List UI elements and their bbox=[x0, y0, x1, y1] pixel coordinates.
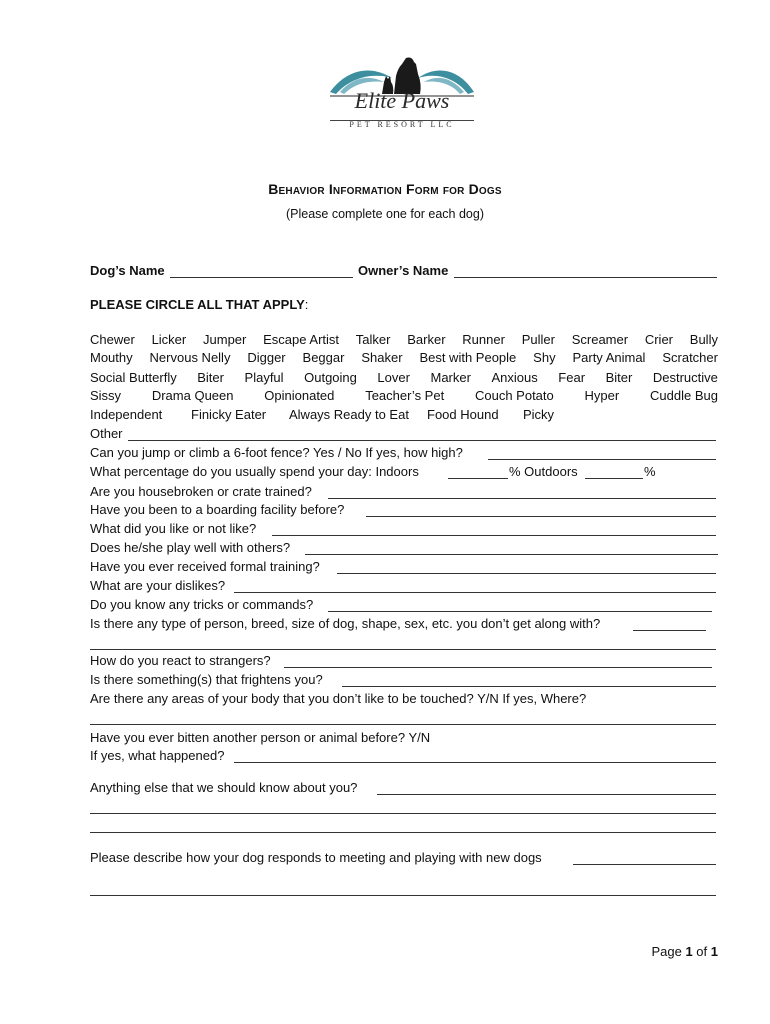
housebroken-question: Are you housebroken or crate trained? bbox=[90, 484, 312, 499]
page-current: 1 bbox=[685, 944, 693, 959]
owner-name-field[interactable] bbox=[454, 277, 717, 278]
trait-option[interactable]: Finicky Eater bbox=[191, 407, 267, 422]
like-field[interactable] bbox=[272, 535, 716, 536]
new-dogs-question: Please describe how your dog responds to meeting and playing with new dogs bbox=[90, 850, 542, 865]
trait-option[interactable]: Bully bbox=[689, 332, 718, 347]
new-dogs-field-2[interactable] bbox=[90, 895, 716, 896]
trait-option[interactable]: Scratcher bbox=[662, 350, 718, 365]
trait-option[interactable]: Biter bbox=[197, 370, 224, 385]
new-dogs-field[interactable] bbox=[573, 864, 716, 865]
trait-option[interactable]: Picky bbox=[523, 407, 555, 422]
logo-brand-name: Elite Paws bbox=[354, 88, 450, 113]
play-well-field[interactable] bbox=[305, 554, 718, 555]
anything-else-question: Anything else that we should know about you? bbox=[90, 780, 358, 795]
anything-else-field-3[interactable] bbox=[90, 832, 716, 833]
tricks-question: Do you know any tricks or commands? bbox=[90, 597, 314, 612]
logo-divider bbox=[330, 120, 474, 121]
trait-option[interactable]: Teacher’s Pet bbox=[365, 388, 445, 403]
anything-else-field-2[interactable] bbox=[90, 813, 716, 814]
get-along-question: Is there any type of person, breed, size of dog, shape, sex, etc. you don’t get along with? bbox=[90, 616, 601, 631]
training-field[interactable] bbox=[337, 573, 716, 574]
owner-name-label: Owner’s Name bbox=[358, 263, 449, 278]
trait-option[interactable]: Runner bbox=[462, 332, 505, 347]
trait-option[interactable]: Puller bbox=[521, 332, 555, 347]
trait-option[interactable]: Shaker bbox=[361, 350, 403, 365]
bitten-question: Have you ever bitten another person or animal before? Y/N bbox=[90, 730, 431, 745]
like-question: What did you like or not like? bbox=[90, 521, 257, 536]
training-question: Have you ever received formal training? bbox=[90, 559, 320, 574]
percentage-question: What percentage do you usually spend your day: Indoors bbox=[90, 464, 419, 479]
boarding-question: Have you been to a boarding facility before? bbox=[90, 502, 345, 517]
dislikes-question: What are your dislikes? bbox=[90, 578, 226, 593]
dislikes-field[interactable] bbox=[234, 592, 716, 593]
page-total: 1 bbox=[710, 944, 718, 959]
page-of: of bbox=[696, 944, 708, 959]
trait-option[interactable]: Shy bbox=[533, 350, 556, 365]
page-number bbox=[651, 944, 718, 959]
trait-option[interactable]: Hyper bbox=[584, 388, 620, 403]
trait-row-3 bbox=[90, 370, 718, 385]
trait-option[interactable]: Food Hound bbox=[427, 407, 499, 422]
fence-question: Can you jump or climb a 6-foot fence? Yes / No If yes, how high? bbox=[90, 445, 463, 460]
trait-option[interactable]: Independent bbox=[90, 407, 163, 422]
outdoors-field[interactable] bbox=[585, 478, 643, 479]
other-label: Other bbox=[90, 426, 123, 441]
frightens-field[interactable] bbox=[342, 686, 716, 687]
trait-option[interactable]: Chewer bbox=[90, 332, 135, 347]
trait-option[interactable]: Fear bbox=[558, 370, 586, 385]
trait-option[interactable]: Destructive bbox=[652, 370, 718, 385]
fence-field[interactable] bbox=[488, 459, 716, 460]
what-happened-question: If yes, what happened? bbox=[90, 748, 225, 763]
trait-option[interactable]: Couch Potato bbox=[474, 388, 554, 403]
get-along-field[interactable] bbox=[633, 630, 706, 631]
touched-question: Are there any areas of your body that you don’t like to be touched? Y/N If yes, Where? bbox=[90, 691, 587, 706]
percent-sign: % bbox=[644, 464, 656, 479]
circle-heading-text: PLEASE CIRCLE ALL THAT APPLY bbox=[90, 297, 305, 312]
tricks-field[interactable] bbox=[328, 611, 712, 612]
trait-option[interactable]: Mouthy bbox=[90, 350, 133, 365]
trait-option[interactable]: Cuddle Bug bbox=[650, 388, 718, 403]
trait-option[interactable]: Crier bbox=[644, 332, 674, 347]
trait-row-1 bbox=[90, 332, 718, 347]
trait-option[interactable]: Anxious bbox=[491, 370, 538, 385]
dog-name-field[interactable] bbox=[170, 277, 353, 278]
circle-heading-colon: : bbox=[304, 297, 309, 312]
trait-option[interactable]: Barker bbox=[407, 332, 446, 347]
frightens-question: Is there something(s) that frightens you? bbox=[90, 672, 323, 687]
form-subtitle: (Please complete one for each dog) bbox=[285, 207, 485, 221]
trait-row-2 bbox=[90, 350, 718, 365]
trait-option[interactable]: Always Ready to Eat bbox=[289, 407, 409, 422]
other-field[interactable] bbox=[128, 440, 716, 441]
trait-option[interactable]: Biter bbox=[605, 370, 633, 385]
trait-option[interactable]: Drama Queen bbox=[151, 388, 234, 403]
form-title: Behavior Information Form for Dogs bbox=[268, 181, 502, 197]
indoors-field[interactable] bbox=[448, 478, 508, 479]
elite-paws-logo bbox=[326, 54, 478, 134]
anything-else-field[interactable] bbox=[377, 794, 716, 795]
trait-option[interactable]: Nervous Nelly bbox=[149, 350, 231, 365]
outdoors-label: % Outdoors bbox=[509, 464, 578, 479]
strangers-field[interactable] bbox=[284, 667, 712, 668]
trait-option[interactable]: Social Butterfly bbox=[90, 370, 177, 385]
trait-option[interactable]: Marker bbox=[430, 370, 471, 385]
housebroken-field[interactable] bbox=[328, 498, 716, 499]
trait-option[interactable]: Talker bbox=[355, 332, 391, 347]
dog-name-label: Dog’s Name bbox=[90, 263, 165, 278]
boarding-field[interactable] bbox=[366, 516, 716, 517]
play-well-question: Does he/she play well with others? bbox=[90, 540, 291, 555]
what-happened-field[interactable] bbox=[234, 762, 716, 763]
trait-option[interactable]: Digger bbox=[247, 350, 286, 365]
trait-option[interactable]: Sissy bbox=[90, 388, 122, 403]
trait-option[interactable]: Escape Artist bbox=[263, 332, 340, 347]
trait-option[interactable]: Screamer bbox=[571, 332, 629, 347]
trait-option[interactable]: Best with People bbox=[419, 350, 517, 365]
trait-option[interactable]: Opinionated bbox=[264, 388, 335, 403]
circle-heading bbox=[90, 297, 308, 312]
touched-field[interactable] bbox=[90, 724, 716, 725]
trait-option[interactable]: Licker bbox=[151, 332, 187, 347]
trait-option[interactable]: Party Animal bbox=[572, 350, 646, 365]
trait-option[interactable]: Lover bbox=[377, 370, 410, 385]
trait-row-4 bbox=[90, 388, 718, 403]
page-prefix: Page bbox=[651, 944, 682, 959]
trait-option[interactable]: Jumper bbox=[203, 332, 247, 347]
logo-subtitle: PET RESORT LLC bbox=[349, 120, 455, 129]
trait-option[interactable]: Playful bbox=[244, 370, 284, 385]
get-along-field-2[interactable] bbox=[90, 649, 716, 650]
trait-option[interactable]: Beggar bbox=[302, 350, 345, 365]
trait-option[interactable]: Outgoing bbox=[304, 370, 357, 385]
strangers-question: How do you react to strangers? bbox=[90, 653, 271, 668]
